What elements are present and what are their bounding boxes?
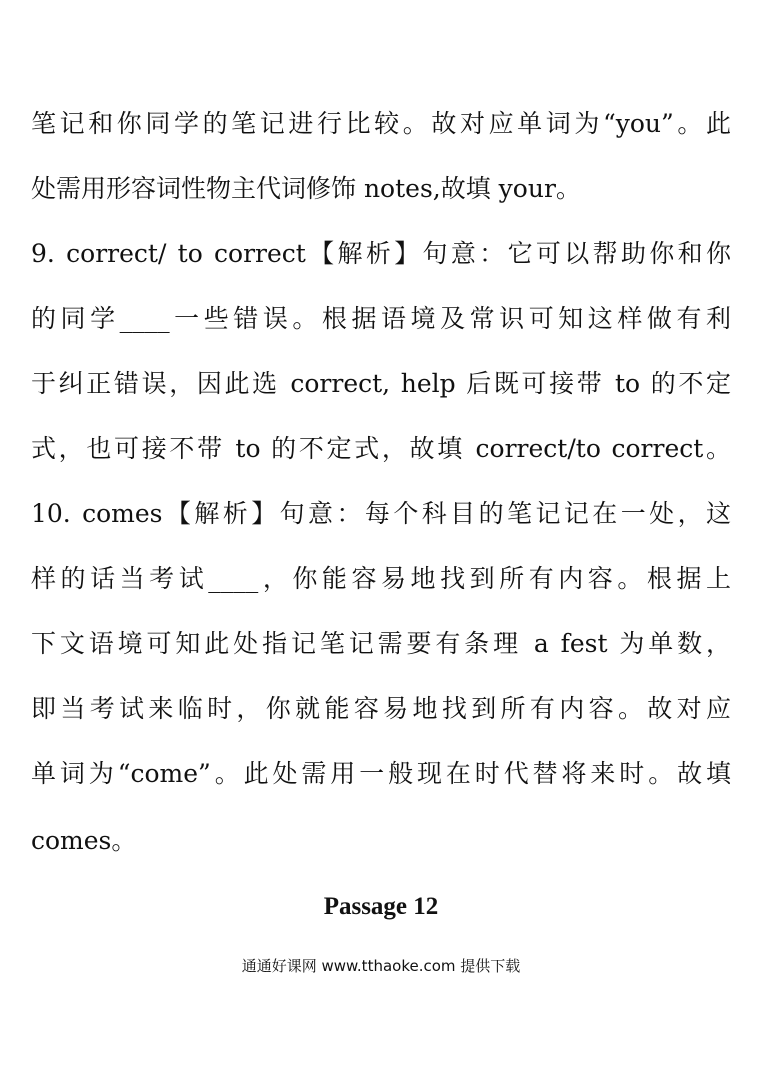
text-line-4: 的同学____一些错误。根据语境及常识可知这样做有利 [31, 304, 731, 333]
text-line-5: 于纠正错误，因此选 correct, help 后既可接带 to 的不定 [31, 369, 731, 398]
text-line-6: 式，也可接不带 to 的不定式，故填 correct/to correct。 [31, 434, 731, 463]
text-line-12: comes。 [31, 826, 137, 855]
text-line-10: 即当考试来临时，你就能容易地找到所有内容。故对应 [31, 694, 731, 723]
passage-heading: Passage 12 [323, 893, 439, 920]
text-line-9: 下文语境可知此处指记笔记需要有条理 a fest 为单数， [31, 629, 731, 658]
text-line-3: 9. correct/ to correct【解析】句意：它可以帮助你和你 [31, 239, 731, 268]
text-line-7: 10. comes【解析】句意：每个科目的笔记记在一处，这 [31, 499, 731, 528]
text-line-8: 样的话当考试____，你能容易地找到所有内容。根据上 [31, 564, 731, 593]
text-line-11: 单词为“come”。此处需用一般现在时代替将来时。故填 [31, 759, 731, 788]
footer-credit: 通通好课网 www.tthaoke.com 提供下载 [241, 957, 521, 975]
text-line-1: 笔记和你同学的笔记进行比较。故对应单词为“you”。此 [31, 109, 731, 138]
text-line-2: 处需用形容词性物主代词修饰 notes,故填 your。 [31, 174, 581, 203]
